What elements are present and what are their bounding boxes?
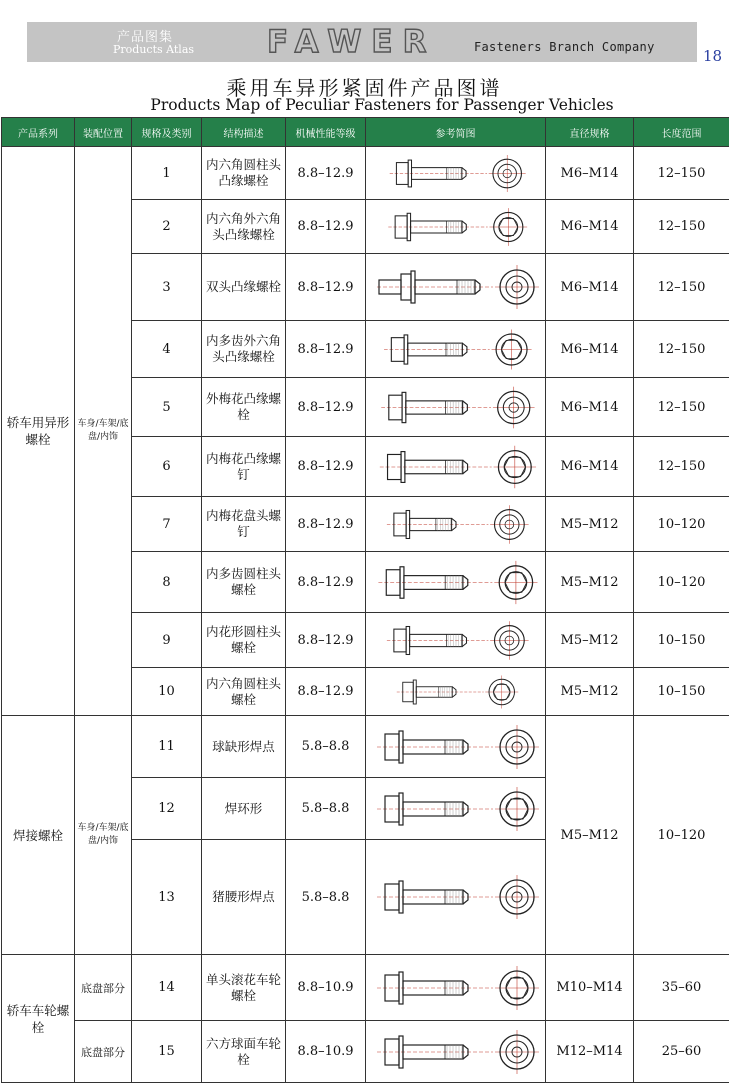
hex-socket-cap-bolt-icon [366,671,545,713]
column-header: 装配位置 [75,118,132,147]
company-name: Fasteners Branch Company [474,40,655,54]
page-title-en: Products Map of Peculiar Fasteners for Passenger Vehicles [150,96,614,114]
structure-description: 内梅花盘头螺钉 [202,497,286,552]
spherical-weld-bolt-icon [366,719,545,775]
structure-description: 焊环形 [202,778,286,840]
spec-number: 7 [132,497,202,552]
mechanical-grade: 8.8–12.9 [286,321,366,378]
reference-sketch [366,955,546,1021]
atlas-title-en: Products Atlas [113,43,195,56]
diameter-spec: M5–M12 [546,668,634,716]
column-header: 规格及类别 [132,118,202,147]
mechanical-grade: 5.8–8.8 [286,778,366,840]
structure-description: 内六角外六角头凸缘螺栓 [202,200,286,254]
reference-sketch [366,437,546,497]
length-range: 10–120 [634,497,729,552]
diameter-spec: M6–M14 [546,437,634,497]
length-range: 25–60 [634,1021,729,1083]
structure-description: 猪腰形焊点 [202,840,286,955]
structure-description: 内多齿圆柱头螺栓 [202,552,286,613]
structure-description: 内多齿外六角头凸缘螺栓 [202,321,286,378]
mechanical-grade: 8.8–12.9 [286,668,366,716]
multi-tooth-cheese-head-bolt-icon [366,555,545,610]
spec-number: 2 [132,200,202,254]
length-range: 12–150 [634,200,729,254]
diameter-spec: M6–M14 [546,200,634,254]
spec-number: 10 [132,668,202,716]
diameter-spec: M6–M14 [546,378,634,437]
reference-sketch [366,321,546,378]
reference-sketch [366,200,546,254]
spec-number: 11 [132,716,202,778]
structure-description: 内六角圆柱头螺栓 [202,668,286,716]
atlas-title-zh: 产品图集 [117,30,174,45]
product-category: 轿车用异形螺栓 [2,147,75,716]
length-range: 12–150 [634,437,729,497]
reference-sketch [366,668,546,716]
reference-sketch [366,552,546,613]
diameter-spec: M6–M14 [546,147,634,200]
reference-sketch [366,147,546,200]
structure-description: 内梅花凸缘螺钉 [202,437,286,497]
length-range: 10–150 [634,613,729,668]
structure-description: 双头凸缘螺栓 [202,254,286,321]
spec-number: 9 [132,613,202,668]
length-range: 12–150 [634,254,729,321]
ring-weld-bolt-icon [366,781,545,837]
knurled-wheel-bolt-icon [366,960,545,1016]
mechanical-grade: 8.8–12.9 [286,552,366,613]
length-range: 12–150 [634,378,729,437]
table-row [2,1021,729,1083]
assembly-position: 车身/车架/底盘/内饰 [75,716,132,955]
mechanical-grade: 8.8–12.9 [286,254,366,321]
double-end-flange-bolt-icon [366,259,545,315]
length-range: 12–150 [634,321,729,378]
mechanical-grade: 8.8–12.9 [286,497,366,552]
page-title-zh: 乘用车异形紧固件产品图谱 [226,76,503,100]
column-header: 参考简图 [366,118,546,147]
length-range: 35–60 [634,955,729,1021]
structure-description: 外梅花凸缘螺栓 [202,378,286,437]
column-header: 机械性能等级 [286,118,366,147]
mechanical-grade: 8.8–10.9 [286,955,366,1021]
reference-sketch [366,1021,546,1083]
structure-description: 球缺形焊点 [202,716,286,778]
reference-sketch [366,497,546,552]
diameter-spec: M10–M14 [546,955,634,1021]
reference-sketch [366,716,546,778]
table-row [2,147,729,200]
diameter-spec: M6–M14 [546,321,634,378]
product-category: 轿车车轮螺栓 [2,955,75,1083]
reference-sketch [366,778,546,840]
column-header: 产品系列 [2,118,75,147]
external-torx-flange-bolt-icon [366,381,545,434]
kidney-weld-bolt-icon [366,869,545,925]
spec-number: 13 [132,840,202,955]
spec-number: 12 [132,778,202,840]
structure-description: 单头滚花车轮螺栓 [202,955,286,1021]
diameter-spec: M6–M14 [546,254,634,321]
torx-pan-head-screw-icon [366,500,545,549]
header-banner [27,22,723,65]
assembly-position: 底盘部分 [75,1021,132,1083]
diameter-spec: M5–M12 [546,613,634,668]
product-category: 焊接螺栓 [2,716,75,955]
page-number: 18 [703,47,723,65]
length-range: 12–150 [634,147,729,200]
length-range: 10–120 [634,552,729,613]
spec-number: 3 [132,254,202,321]
hex-flange-bolt-icon [366,203,545,251]
hex-socket-flange-bolt-icon [366,150,545,197]
internal-torx-flange-screw-icon [366,440,545,494]
multi-tooth-hex-flange-bolt-icon [366,324,545,375]
structure-description: 内花形圆柱头螺栓 [202,613,286,668]
table-row [2,955,729,1021]
reference-sketch [366,613,546,668]
length-range: 10–120 [634,716,729,955]
mechanical-grade: 8.8–12.9 [286,613,366,668]
diameter-spec: M5–M12 [546,552,634,613]
structure-description: 六方球面车轮栓 [202,1021,286,1083]
mechanical-grade: 8.8–12.9 [286,147,366,200]
products-table [1,117,729,1083]
table-header [2,118,729,147]
mechanical-grade: 8.8–12.9 [286,200,366,254]
mechanical-grade: 5.8–8.8 [286,840,366,955]
length-range: 10–150 [634,668,729,716]
brand-logo: FAWER [267,24,437,60]
assembly-position: 车身/车架/底盘/内饰 [75,147,132,716]
spec-number: 1 [132,147,202,200]
spec-number: 6 [132,437,202,497]
spec-number: 8 [132,552,202,613]
hex-spherical-wheel-bolt-icon [366,1024,545,1080]
mechanical-grade: 8.8–12.9 [286,437,366,497]
mechanical-grade: 8.8–12.9 [286,378,366,437]
reference-sketch [366,840,546,955]
reference-sketch [366,378,546,437]
spec-number: 14 [132,955,202,1021]
structure-description: 内六角圆柱头凸缘螺栓 [202,147,286,200]
mechanical-grade: 8.8–10.9 [286,1021,366,1083]
hexalobular-cheese-head-bolt-icon [366,616,545,665]
table-row [2,716,729,778]
column-header: 结构描述 [202,118,286,147]
column-header: 长度范围 [634,118,729,147]
spec-number: 4 [132,321,202,378]
diameter-spec: M12–M14 [546,1021,634,1083]
spec-number: 5 [132,378,202,437]
mechanical-grade: 5.8–8.8 [286,716,366,778]
reference-sketch [366,254,546,321]
spec-number: 15 [132,1021,202,1083]
column-header: 直径规格 [546,118,634,147]
diameter-spec: M5–M12 [546,497,634,552]
assembly-position: 底盘部分 [75,955,132,1021]
diameter-spec: M5–M12 [546,716,634,955]
